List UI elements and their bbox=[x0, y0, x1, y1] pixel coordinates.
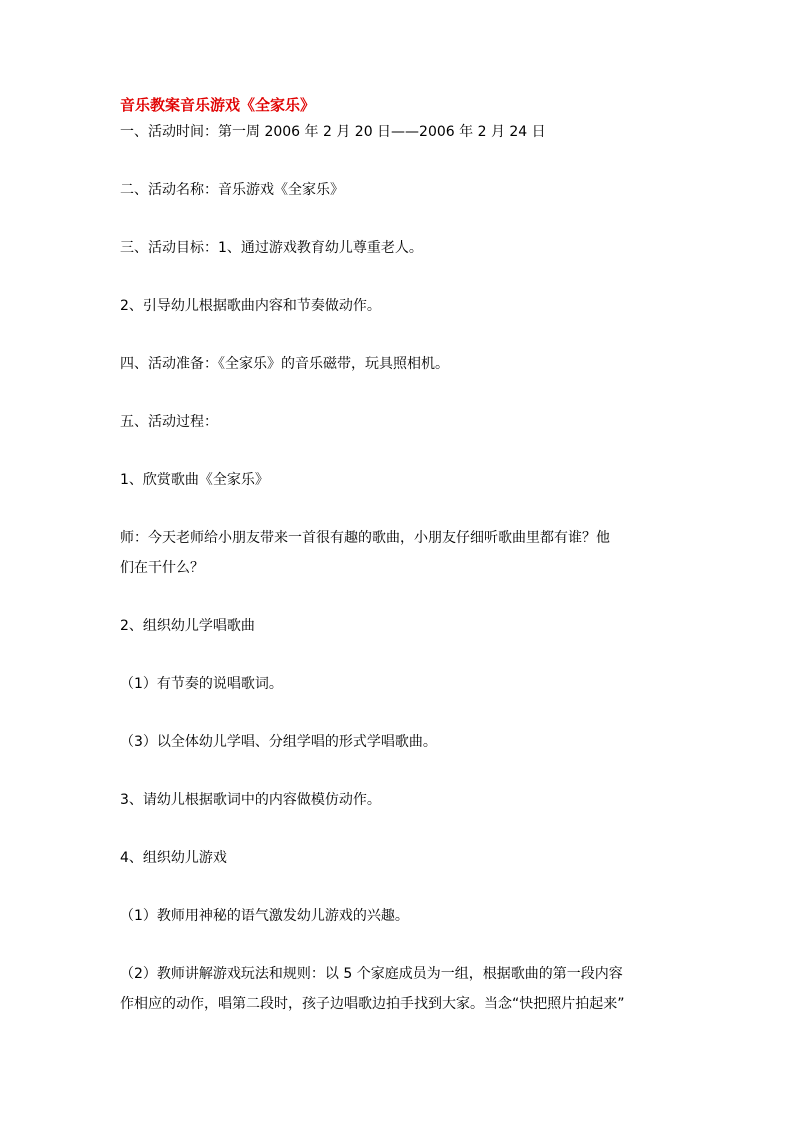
activity-process-heading: 五、活动过程： bbox=[120, 414, 218, 430]
document-title: 音乐教案音乐游戏《全家乐》 bbox=[120, 96, 316, 114]
teacher-speech-line-1: 师：今天老师给小朋友带来一首很有趣的歌曲，小朋友仔细听歌曲里都有谁？他 bbox=[120, 530, 610, 546]
process-step-3: 3、请幼儿根据歌词中的内容做模仿动作。 bbox=[120, 792, 381, 808]
substep-1: （1）有节奏的说唱歌词。 bbox=[120, 676, 283, 692]
activity-time: 一、活动时间：第一周 2006 年 2 月 20 日——2006 年 2 月 24 日 bbox=[120, 124, 546, 140]
activity-preparation: 四、活动准备：《全家乐》的音乐磁带，玩具照相机。 bbox=[120, 356, 449, 372]
activity-goal-1: 三、活动目标：1、通过游戏教育幼儿尊重老人。 bbox=[120, 240, 423, 256]
game-substep-2-line-1: （2）教师讲解游戏玩法和规则：以 5 个家庭成员为一组，根据歌曲的第一段内容 bbox=[120, 966, 623, 982]
process-step-4: 4、组织幼儿游戏 bbox=[120, 850, 227, 866]
activity-name: 二、活动名称：音乐游戏《全家乐》 bbox=[120, 182, 344, 198]
game-substep-1: （1）教师用神秘的语气激发幼儿游戏的兴趣。 bbox=[120, 908, 409, 924]
activity-goal-2: 2、引导幼儿根据歌曲内容和节奏做动作。 bbox=[120, 298, 381, 314]
process-step-2: 2、组织幼儿学唱歌曲 bbox=[120, 618, 255, 634]
teacher-speech-line-2: 们在干什么？ bbox=[120, 560, 204, 576]
game-substep-2-line-2: 作相应的动作，唱第二段时，孩子边唱歌边拍手找到大家。当念“快把照片拍起来” bbox=[120, 996, 625, 1012]
process-step-1: 1、欣赏歌曲《全家乐》 bbox=[120, 472, 269, 488]
substep-3: （3）以全体幼儿学唱、分组学唱的形式学唱歌曲。 bbox=[120, 734, 437, 750]
